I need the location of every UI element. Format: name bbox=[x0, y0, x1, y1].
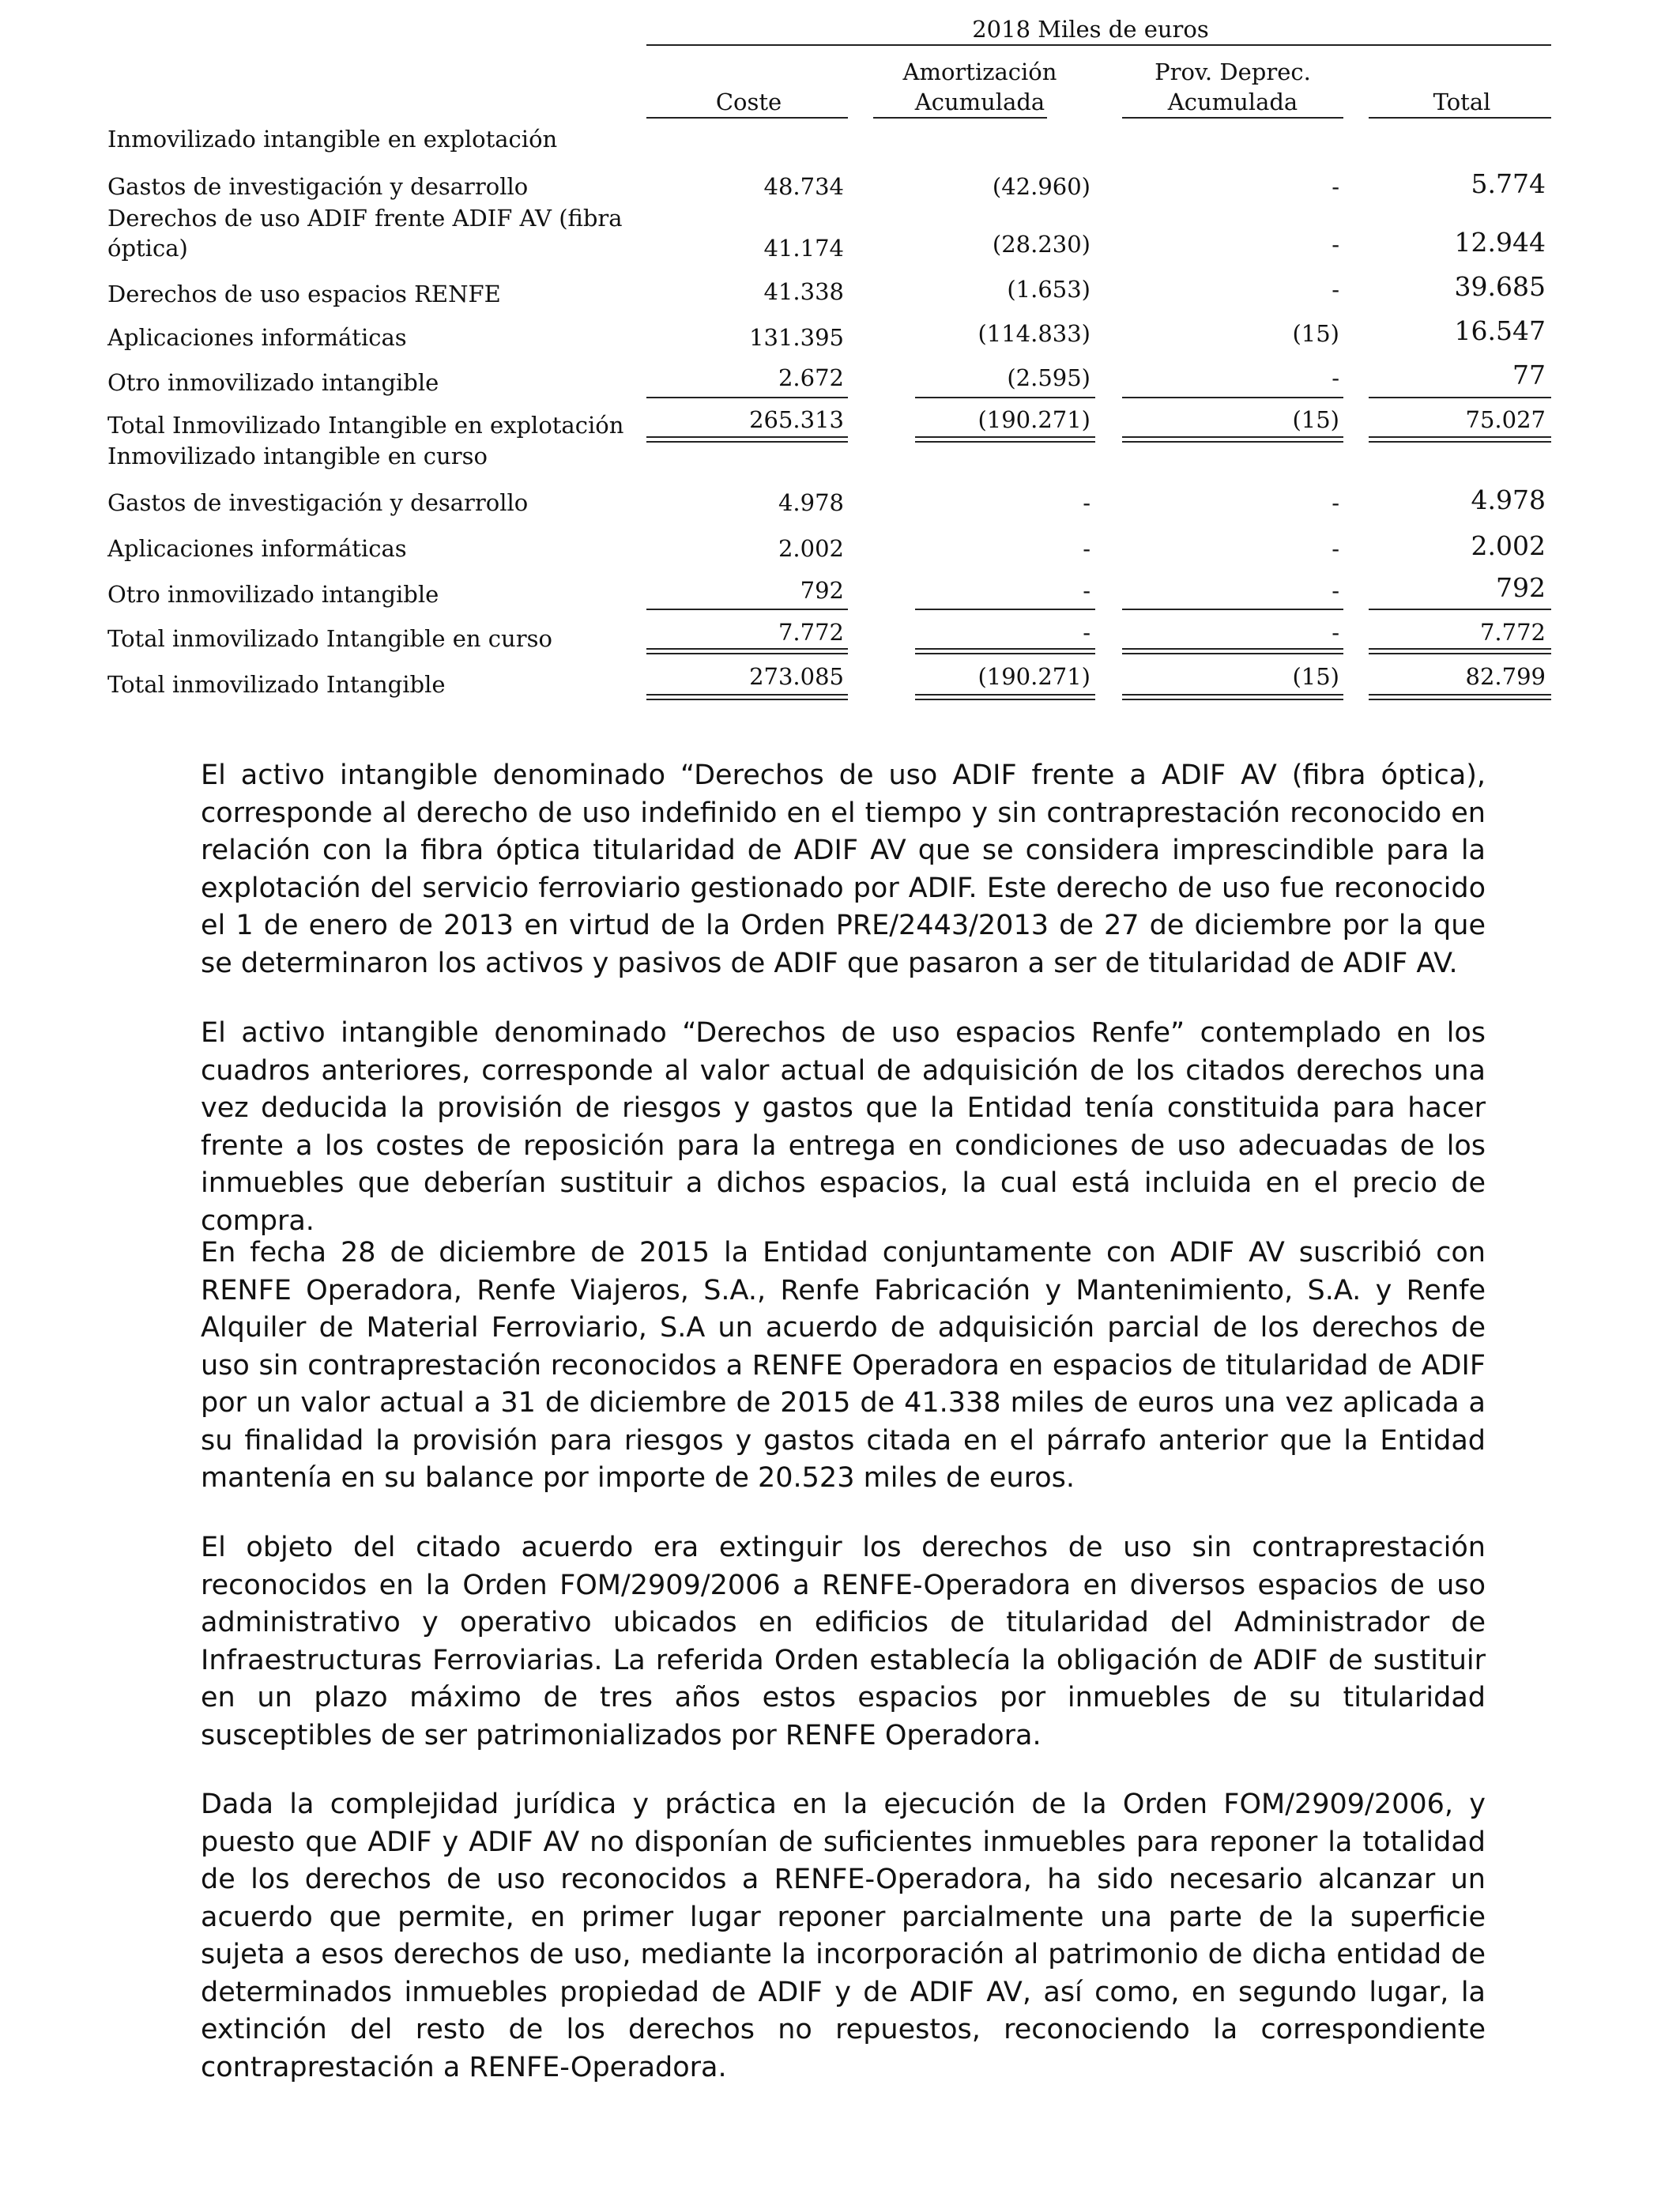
cell-coste: 2.002 bbox=[778, 535, 844, 562]
grand-total-coste: 273.085 bbox=[749, 663, 844, 690]
column-header-coste: Coste bbox=[715, 89, 782, 115]
cell-total: 792 bbox=[1496, 572, 1546, 603]
double-rule bbox=[1122, 436, 1343, 443]
cell-amortizacion: (42.960) bbox=[992, 173, 1090, 200]
cell-total: 77 bbox=[1512, 360, 1546, 390]
row-label: Gastos de investigación y desarrollo bbox=[107, 173, 529, 200]
column-header-amortizacion: Amortización Acumulada bbox=[902, 58, 1057, 115]
double-rule bbox=[915, 694, 1095, 700]
cell-amortizacion: (1.653) bbox=[1007, 276, 1090, 303]
cell-total: 5.774 bbox=[1471, 168, 1546, 199]
total-total: 7.772 bbox=[1479, 619, 1546, 646]
total-provision: (15) bbox=[1292, 406, 1339, 433]
subtotal-rule bbox=[1122, 609, 1343, 610]
subtotal-rule bbox=[1122, 397, 1343, 398]
cell-amortizacion: (28.230) bbox=[992, 231, 1090, 258]
cell-coste: 48.734 bbox=[763, 173, 844, 200]
subtotal-rule bbox=[646, 397, 848, 398]
cell-total: 12.944 bbox=[1454, 227, 1546, 258]
double-rule bbox=[646, 436, 848, 443]
subtotal-rule bbox=[646, 609, 848, 610]
cell-total: 39.685 bbox=[1454, 271, 1546, 302]
double-rule bbox=[1369, 436, 1551, 443]
double-rule bbox=[915, 648, 1095, 654]
cell-provision: - bbox=[1332, 173, 1339, 200]
row-label: Gastos de investigación y desarrollo bbox=[107, 489, 529, 516]
cell-coste: 41.174 bbox=[763, 235, 844, 262]
paragraph-fibra-optica: El activo intangible denominado “Derechos de uso ADIF frente a ADIF AV (fibra óptica), corresponde al derecho de uso indefinido en el tiempo y sin contraprestación reconocido en relación con la fibra óptica titularidad de ADIF AV que se considera imprescindible para la explotación del servicio ferroviario gestionado por ADIF. Este derecho de uso fue reconocido el 1 de enero de 2013 en virtud de la Orden PRE/2443/2013 de 27 de diciembre por la que se determinaron los activos y pasivos de ADIF que pasaron a ser de titularidad de ADIF AV. bbox=[201, 760, 1486, 979]
cell-coste: 4.978 bbox=[778, 489, 844, 516]
cell-coste: 792 bbox=[800, 577, 844, 604]
cell-total: 2.002 bbox=[1471, 530, 1546, 561]
cell-total: 4.978 bbox=[1471, 484, 1546, 515]
row-label-line: Derechos de uso ADIF frente ADIF AV (fibra bbox=[107, 205, 623, 232]
table-year-header: 2018 Miles de euros bbox=[972, 16, 1209, 43]
cell-provision: (15) bbox=[1292, 320, 1339, 347]
row-label-line: óptica) bbox=[107, 235, 188, 262]
total-label: Total Inmovilizado Intangible en explotación bbox=[107, 412, 624, 439]
double-rule bbox=[646, 694, 848, 700]
double-rule bbox=[1369, 648, 1551, 654]
total-label: Total inmovilizado Intangible en curso bbox=[107, 625, 552, 652]
cell-provision: - bbox=[1332, 364, 1339, 391]
cell-amortizacion: - bbox=[1083, 489, 1090, 516]
total-amortizacion: (190.271) bbox=[977, 406, 1090, 433]
cell-provision: - bbox=[1332, 577, 1339, 604]
paragraph-espacios-renfe: El activo intangible denominado “Derechos de uso espacios Renfe” contemplado en los cuadros anteriores, corresponde al valor actual de adquisición de los citados derechos una vez deducida la provisión de riesgos y gastos que la Entidad tenía constituida para hacer frente a los costes de reposición para la entrega en condiciones de uso adecuadas de los inmuebles que deberían sustituir a dichos espacios, la cual está incluida en el precio de compra. bbox=[201, 1017, 1486, 1237]
column-header-provision: Prov. Deprec. Acumulada bbox=[1155, 58, 1311, 115]
column-header-underline bbox=[873, 117, 1047, 119]
paragraph-complejidad: Dada la complejidad jurídica y práctica en la ejecución de la Orden FOM/2909/2006, y puesto que ADIF y ADIF AV no disponían de suficientes inmuebles para reponer la totalidad de los derechos de uso reconocidos a RENFE-Operadora, ha sido necesario alcanzar un acuerdo que permite, en primer lugar reponer parcialmente una parte de la superficie sujeta a esos derechos de uso, mediante la incorporación al patrimonio de dicha entidad de determinados inmuebles propiedad de ADIF y de ADIF AV, así como, en segundo lugar, la extinción del resto de los derechos no repuestos, reconociendo la correspondiente contraprestación a RENFE-Operadora. bbox=[201, 1789, 1486, 2083]
grand-total-provision: (15) bbox=[1292, 663, 1339, 690]
cell-provision: - bbox=[1332, 276, 1339, 303]
double-rule bbox=[646, 648, 848, 654]
double-rule bbox=[1122, 694, 1343, 700]
total-provision: - bbox=[1332, 619, 1339, 646]
cell-amortizacion: (114.833) bbox=[977, 320, 1090, 347]
cell-total: 16.547 bbox=[1454, 315, 1546, 346]
cell-provision: - bbox=[1332, 231, 1339, 258]
double-rule bbox=[915, 436, 1095, 443]
total-amortizacion: - bbox=[1083, 619, 1090, 646]
paragraph-objeto-acuerdo: El objeto del citado acuerdo era extinguir los derechos de uso sin contraprestación reconocidos en la Orden FOM/2909/2006 a RENFE-Operadora en diversos espacios de uso administrativo y operativo ubicados en edificios de titularidad del Administrador de Infraestructuras Ferroviarias. La referida Orden establecía la obligación de ADIF de sustituir en un plazo máximo de tres años estos espacios por inmuebles de su titularidad susceptibles de ser patrimonializados por RENFE Operadora. bbox=[201, 1532, 1486, 1751]
subtotal-rule bbox=[1369, 397, 1551, 398]
cell-coste: 41.338 bbox=[763, 278, 844, 305]
subtotal-rule bbox=[915, 397, 1095, 398]
column-header-total: Total bbox=[1433, 89, 1491, 115]
column-header-underline bbox=[1122, 117, 1343, 119]
double-rule bbox=[1122, 648, 1343, 654]
cell-amortizacion: - bbox=[1083, 577, 1090, 604]
row-label: Derechos de uso espacios RENFE bbox=[107, 281, 501, 307]
cell-amortizacion: (2.595) bbox=[1007, 364, 1090, 391]
total-coste: 7.772 bbox=[778, 619, 844, 646]
row-label: Otro inmovilizado intangible bbox=[107, 369, 439, 396]
cell-coste: 2.672 bbox=[778, 364, 844, 391]
paragraph-acuerdo-2015: En fecha 28 de diciembre de 2015 la Entidad conjuntamente con ADIF AV suscribió con RENFE Operadora, Renfe Viajeros, S.A., Renfe Fabricación y Mantenimiento, S.A. y Renfe Alquiler de Material Ferroviario, S.A un acuerdo de adquisición parcial de los derechos de uso sin contraprestación reconocidos a RENFE Operadora en espacios de titularidad de ADIF por un valor actual a 31 de diciembre de 2015 de 41.338 miles de euros una vez aplicada a su finalidad la provisión para riesgos y gastos citada en el párrafo anterior que la Entidad mantenía en su balance por importe de 20.523 miles de euros. bbox=[201, 1237, 1486, 1494]
cell-amortizacion: - bbox=[1083, 535, 1090, 562]
cell-coste: 131.395 bbox=[749, 324, 844, 351]
grand-total-label: Total inmovilizado Intangible bbox=[107, 671, 446, 698]
cell-provision: - bbox=[1332, 535, 1339, 562]
double-rule bbox=[1369, 694, 1551, 700]
row-label: Aplicaciones informáticas bbox=[107, 324, 407, 351]
cell-provision: - bbox=[1332, 489, 1339, 516]
section-heading: Inmovilizado intangible en explotación bbox=[107, 126, 558, 153]
subtotal-rule bbox=[1369, 609, 1551, 610]
header-rule bbox=[646, 44, 1551, 46]
subtotal-rule bbox=[915, 609, 1095, 610]
total-total: 75.027 bbox=[1465, 406, 1546, 433]
row-label: Otro inmovilizado intangible bbox=[107, 581, 439, 608]
section-heading: Inmovilizado intangible en curso bbox=[107, 443, 488, 469]
total-coste: 265.313 bbox=[749, 406, 844, 433]
row-label bbox=[107, 207, 623, 260]
row-label: Aplicaciones informáticas bbox=[107, 535, 407, 562]
grand-total-amortizacion: (190.271) bbox=[977, 663, 1090, 690]
column-header-underline bbox=[1369, 117, 1551, 119]
column-header-underline bbox=[646, 117, 848, 119]
grand-total-total: 82.799 bbox=[1465, 663, 1546, 690]
